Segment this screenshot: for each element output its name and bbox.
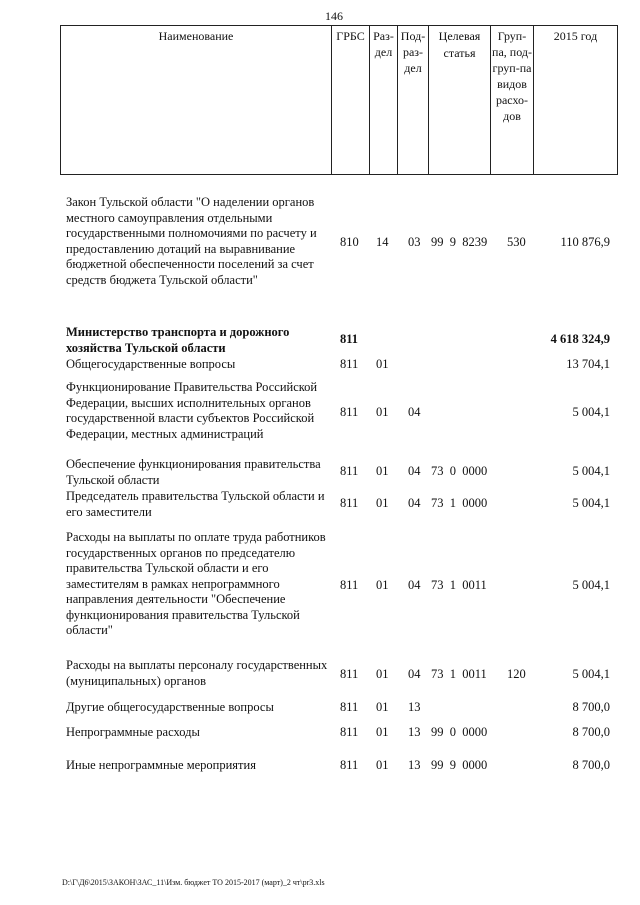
- row-name: Председатель правительства Тульской области и его заместители: [66, 489, 325, 519]
- row-name: Другие общегосударственные вопросы: [66, 700, 274, 714]
- row-podrazdel: 13: [408, 758, 421, 772]
- header-cs: Целевая статья: [429, 26, 491, 175]
- table-row: [0, 357, 640, 374]
- footer-file-path: D:\Г\Д6\2015\ЗАКОН\ЗАС_11\Изм. бюджет ТО 2015-2017 (март)_2 чт\pr3.xls: [62, 878, 325, 887]
- row-sum: 8 700,0: [572, 758, 610, 772]
- row-name: Иные непрограммные мероприятия: [66, 758, 256, 772]
- row-grbs: 811: [340, 758, 359, 772]
- row-name: Функционирование Правительства Российской Федерации, высших исполнительных органов государственной власти субъектов Российской Федерации, местных администраций: [66, 380, 318, 441]
- row-podrazdel: 04: [408, 464, 421, 478]
- row-sum: 110 876,9: [560, 235, 610, 249]
- table-row: [0, 530, 640, 642]
- row-cs: 73 1 0000: [431, 496, 488, 510]
- row-vid: 120: [507, 667, 526, 681]
- row-cs: 99 0 0000: [431, 725, 488, 739]
- row-name: Расходы на выплаты по оплате труда работников государственных органов по председателю правительства Тульской области и его заместителям в рамках непрограммного направления деятельности "Обеспечение функционирования правительства Тульской области": [66, 530, 326, 637]
- row-sum: 8 700,0: [572, 725, 610, 739]
- row-razdel: 01: [376, 758, 389, 772]
- row-razdel: 01: [376, 667, 389, 681]
- table-row: [0, 457, 640, 489]
- table-row: [0, 725, 640, 742]
- row-sum: 5 004,1: [572, 667, 610, 681]
- header-grbs: ГРБС: [332, 26, 370, 175]
- table-row: [0, 380, 640, 444]
- row-razdel: 01: [376, 464, 389, 478]
- header-name: Наименование: [61, 26, 332, 175]
- header-year: 2015 год: [534, 26, 618, 175]
- row-razdel: 01: [376, 578, 389, 592]
- row-razdel: 01: [376, 725, 389, 739]
- table-row: [0, 758, 640, 775]
- row-grbs: 811: [340, 464, 359, 478]
- header-razdel: Раз-дел: [370, 26, 398, 175]
- row-grbs: 811: [340, 332, 359, 346]
- row-grbs: 811: [340, 667, 359, 681]
- row-grbs: 810: [340, 235, 359, 249]
- row-sum: 8 700,0: [572, 700, 610, 714]
- row-name: Министерство транспорта и дорожного хозяйства Тульской области: [66, 325, 290, 355]
- row-razdel: 01: [376, 405, 389, 419]
- row-cs: 99 9 8239: [431, 235, 488, 249]
- table-header: [60, 25, 618, 175]
- row-name: Закон Тульской области "О наделении органов местного самоуправления отдельными государственными полномочиями по расчету и предоставлению дотаций на выравнивание бюджетной обеспеченности поселений за счет средств бюджета Тульской области": [66, 195, 317, 287]
- row-grbs: 811: [340, 496, 359, 510]
- row-name: Расходы на выплаты персоналу государственных (муниципальных) органов: [66, 658, 328, 688]
- row-razdel: 14: [376, 235, 389, 249]
- row-grbs: 811: [340, 700, 359, 714]
- header-podrazdel: Под-раз-дел: [398, 26, 429, 175]
- row-cs: 73 1 0011: [431, 667, 487, 681]
- row-cs: 73 1 0011: [431, 578, 487, 592]
- table-row: [0, 658, 640, 690]
- row-razdel: 01: [376, 700, 389, 714]
- header-vid: Груп-па, под-груп-па видов расхо-дов: [491, 26, 534, 175]
- row-grbs: 811: [340, 357, 359, 371]
- row-sum: 5 004,1: [572, 496, 610, 510]
- row-grbs: 811: [340, 725, 359, 739]
- row-sum: 13 704,1: [566, 357, 610, 371]
- row-name: Обеспечение функционирования правительства Тульской области: [66, 457, 321, 487]
- row-sum: 4 618 324,9: [550, 332, 610, 346]
- row-podrazdel: 04: [408, 667, 421, 681]
- row-podrazdel: 04: [408, 405, 421, 419]
- row-podrazdel: 04: [408, 496, 421, 510]
- row-podrazdel: 13: [408, 725, 421, 739]
- table-row: [0, 700, 640, 717]
- page-number: 146: [325, 9, 343, 23]
- row-razdel: 01: [376, 496, 389, 510]
- row-sum: 5 004,1: [572, 578, 610, 592]
- row-podrazdel: 13: [408, 700, 421, 714]
- table-row: [0, 325, 640, 357]
- row-grbs: 811: [340, 578, 359, 592]
- row-vid: 530: [507, 235, 526, 249]
- row-podrazdel: 03: [408, 235, 421, 249]
- row-grbs: 811: [340, 405, 359, 419]
- row-cs: 99 9 0000: [431, 758, 488, 772]
- row-razdel: 01: [376, 357, 389, 371]
- row-sum: 5 004,1: [572, 405, 610, 419]
- row-sum: 5 004,1: [572, 464, 610, 478]
- row-name: Непрограммные расходы: [66, 725, 200, 739]
- table-row: [0, 489, 640, 521]
- row-cs: 73 0 0000: [431, 464, 488, 478]
- table-row: [0, 195, 640, 295]
- row-podrazdel: 04: [408, 578, 421, 592]
- row-name: Общегосударственные вопросы: [66, 357, 236, 371]
